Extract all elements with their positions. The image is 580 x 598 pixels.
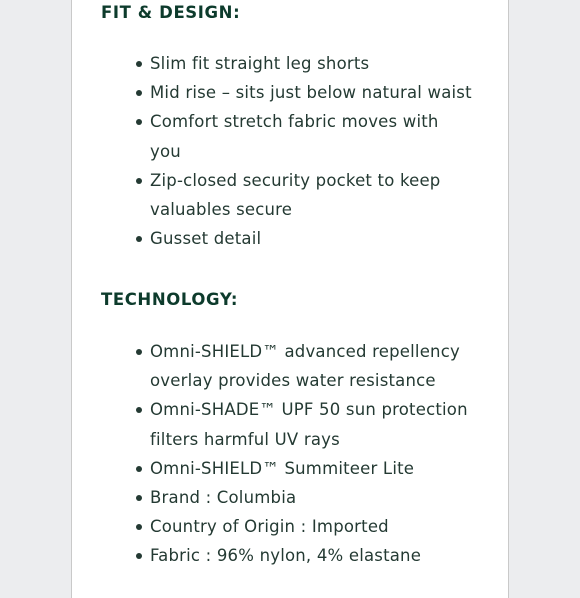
technology-list	[150, 337, 490, 571]
list-item	[150, 512, 490, 541]
list-item-text: Comfort stretch fabric moves with	[150, 112, 439, 132]
list-item	[150, 395, 490, 453]
bullet-icon	[136, 495, 142, 501]
bullet-icon	[136, 61, 142, 67]
list-item	[150, 166, 490, 224]
list-item-text-continued: filters harmful UV rays	[150, 429, 340, 449]
list-item	[150, 337, 490, 395]
list-item-text: Omni-SHADE™ UPF 50 sun protection	[150, 400, 468, 420]
list-item-text-continued: overlay provides water resistance	[150, 371, 436, 391]
bullet-icon	[136, 524, 142, 530]
list-item	[150, 49, 490, 78]
list-item-text: Zip-closed security pocket to keep	[150, 170, 441, 190]
list-item-text: Fabric : 96% nylon, 4% elastane	[150, 546, 422, 566]
bullet-icon	[136, 119, 142, 125]
bullet-icon	[136, 553, 142, 559]
bullet-icon	[136, 407, 142, 413]
list-item	[150, 541, 490, 570]
list-item-text: Country of Origin : Imported	[150, 517, 389, 537]
list-item-text: Mid rise – sits just below natural waist	[150, 83, 472, 103]
list-item	[150, 78, 490, 107]
list-item-text: Omni-SHIELD™ advanced repellency	[150, 342, 460, 361]
bullet-icon	[136, 236, 142, 242]
fit-design-list	[150, 49, 490, 253]
list-item-text: Brand : Columbia	[150, 488, 297, 508]
technology-heading: TECHNOLOGY:	[101, 290, 239, 309]
bullet-icon	[136, 90, 142, 96]
bullet-icon	[136, 466, 142, 472]
list-item-text-continued: you	[150, 141, 181, 161]
product-details-card	[71, 0, 509, 598]
list-item-text: Omni-SHIELD™ Summiteer Lite	[150, 458, 415, 478]
bullet-icon	[136, 178, 142, 184]
fit-design-heading: FIT & DESIGN:	[101, 3, 241, 22]
list-item	[150, 483, 490, 512]
list-item	[150, 224, 490, 253]
list-item-text: Slim fit straight leg shorts	[150, 54, 370, 73]
list-item-text: Gusset detail	[150, 229, 262, 249]
list-item-text-continued: valuables secure	[150, 200, 293, 220]
list-item	[150, 454, 490, 483]
list-item	[150, 107, 490, 165]
bullet-icon	[136, 349, 142, 355]
